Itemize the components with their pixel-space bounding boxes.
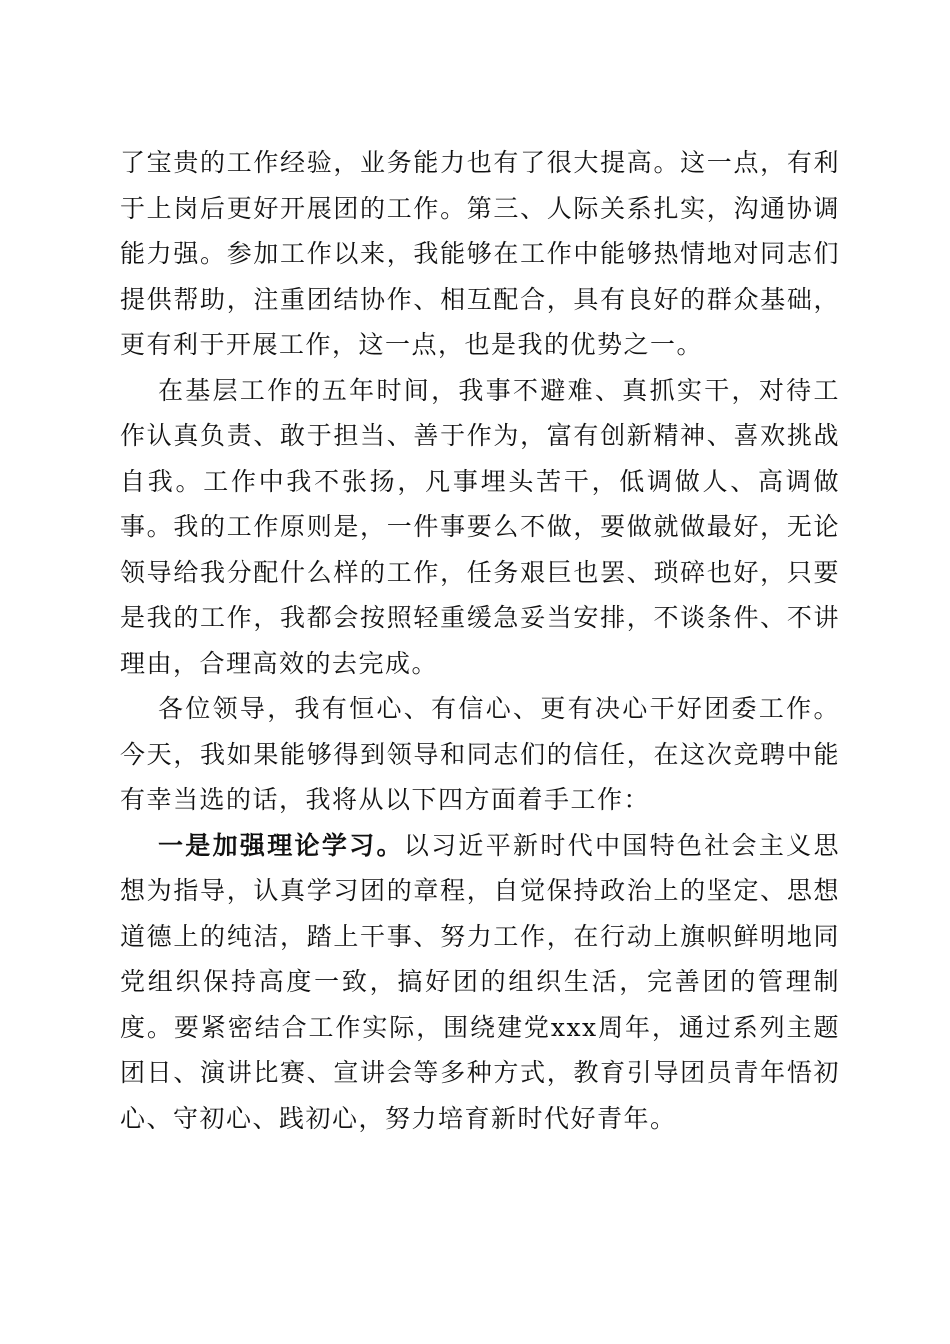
paragraph-lead-heading: 一是加强理论学习。 (158, 830, 404, 860)
paragraph-text: 在基层工作的五年时间，我事不避难、真抓实干，对待工作认真负责、敢于担当、善于作为，富有创新精神、喜欢挑战自我。工作中我不张扬，凡事埋头苦干，低调做人、高调做事。我的工作原则是，一件事要么不做，要做就做最好，无论领导给我分配什么样的工作，任务艰巨也罢、琐碎也好，只要是我的工作，我都会按照轻重缓急妥当安排，不谈条件、不讲理由，合理高效的去完成。 (120, 375, 840, 678)
paragraph-commitment (120, 686, 840, 823)
paragraph-text: 以习近平新时代中国特色社会主义思想为指导，认真学习团的章程，自觉保持政治上的坚定、思想道德上的纯洁，踏上干事、努力工作，在行动上旗帜鲜明地同党组织保持高度一致，搞好团的组织生活，完善团的管理制度。要紧密结合工作实际，围绕建党xxx周年，通过系列主题团日、演讲比赛、宣讲会等多种方式，教育引导团员青年悟初心、守初心、践初心，努力培育新时代好青年。 (120, 830, 840, 1133)
paragraph-text: 了宝贵的工作经验，业务能力也有了很大提高。这一点，有利于上岗后更好开展团的工作。第三、人际关系扎实，沟通协调能力强。参加工作以来，我能够在工作中能够热情地对同志们提供帮助，注重团结协作、相互配合，具有良好的群众基础，更有利于开展工作，这一点，也是我的优势之一。 (120, 148, 840, 359)
paragraph-continuation (120, 140, 840, 368)
paragraph-work-attitude (120, 368, 840, 687)
document-body (120, 140, 840, 1141)
paragraph-text: 各位领导，我有恒心、有信心、更有决心干好团委工作。今天，我如果能够得到领导和同志们的信任，在这次竞聘中能有幸当选的话，我将从以下四方面着手工作： (120, 694, 840, 814)
paragraph-theory-study (120, 823, 840, 1142)
